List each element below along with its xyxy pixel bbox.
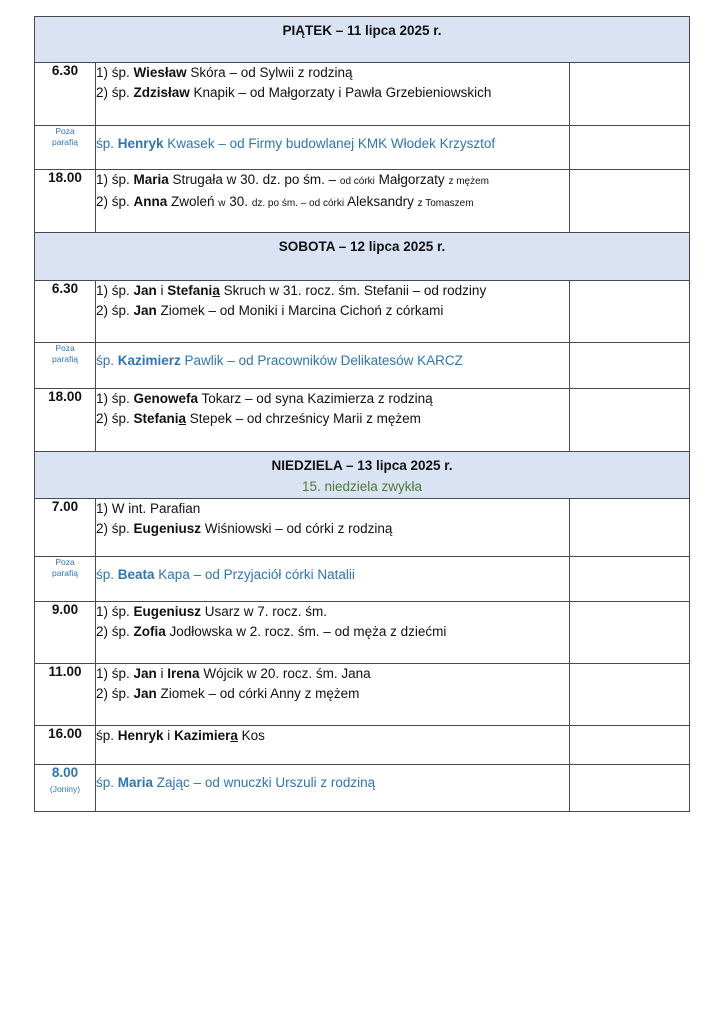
mass-intentions-table	[34, 16, 690, 812]
mass-intention	[96, 664, 570, 726]
day-header-row	[35, 17, 690, 63]
notes-cell	[570, 63, 690, 126]
intention-text: Wójcik w 20. rocz. śm. Jana	[199, 666, 371, 681]
deceased-name: Beata	[117, 567, 155, 582]
intention-text: Skóra – od Sylwii z rodziną	[186, 65, 353, 80]
intention-line	[96, 301, 569, 321]
deceased-name: Genowefa	[133, 391, 199, 406]
notes-cell	[570, 343, 690, 389]
mass-row	[35, 664, 690, 726]
mass-time: 6.30	[35, 281, 96, 343]
mass-intention	[96, 765, 570, 812]
outside-parish-label: Poza parafią	[35, 126, 96, 170]
intention-text: 1) śp.	[96, 172, 134, 187]
intention-text: 2) śp.	[96, 411, 134, 426]
intention-text: śp.	[96, 775, 118, 790]
intention-text: Strugała w 30. dz. po śm. –	[168, 172, 340, 187]
mass-time: 18.00	[35, 170, 96, 233]
mass-intention	[96, 726, 570, 765]
notes-cell	[570, 602, 690, 664]
intention-small-text: od córki	[339, 176, 375, 187]
intention-text: 2) śp.	[96, 303, 134, 318]
intention-line	[96, 351, 569, 371]
intention-line	[96, 726, 569, 746]
intention-line	[96, 773, 569, 793]
intention-text: 1) śp.	[96, 666, 134, 681]
intention-text: Pawlik – od Pracowników Delikatesów KARCZ	[180, 353, 463, 368]
deceased-name: Eugeniusz	[133, 604, 202, 619]
day-header-row	[35, 233, 690, 281]
intention-line	[96, 170, 569, 192]
intention-text: Wiśniowski – od córki z rodziną	[201, 521, 393, 536]
day-header	[35, 452, 690, 499]
deceased-name: Jan	[133, 686, 157, 701]
deceased-name: Zofia	[133, 624, 166, 639]
deceased-name: Zdzisław	[133, 85, 190, 100]
mass-intention	[96, 389, 570, 452]
intention-line	[96, 664, 569, 684]
intention-text: 30.	[225, 194, 252, 209]
mass-intention	[96, 170, 570, 233]
intention-text: 1) śp.	[96, 65, 134, 80]
intention-text: Ziomek – od córki Anny z mężem	[156, 686, 360, 701]
intention-text: śp.	[96, 567, 118, 582]
intention-small-text: w	[218, 198, 226, 209]
mass-row	[35, 63, 690, 126]
mass-intention	[96, 499, 570, 557]
intention-line	[96, 389, 569, 409]
deceased-name: Maria	[117, 775, 154, 790]
notes-cell	[570, 281, 690, 343]
mass-intention	[96, 602, 570, 664]
deceased-name: Irena	[167, 666, 200, 681]
mass-time: 18.00	[35, 389, 96, 452]
deceased-name-ending: a	[212, 283, 220, 298]
mass-location: (Joniny)	[49, 784, 81, 794]
intention-text: Kos	[237, 728, 265, 743]
intention-line	[96, 63, 569, 83]
intention-text: 2) śp.	[96, 85, 134, 100]
deceased-name: Eugeniusz	[133, 521, 202, 536]
notes-cell	[570, 170, 690, 233]
day-title: NIEDZIELA – 13 lipca 2025 r.	[271, 458, 453, 473]
deceased-name: Kazimier	[174, 728, 231, 743]
intention-text: 1) śp.	[96, 283, 134, 298]
deceased-name: Wiesław	[133, 65, 187, 80]
day-header	[35, 233, 690, 281]
mass-time: 6.30	[35, 63, 96, 126]
deceased-name: Stefani	[167, 283, 213, 298]
day-header	[35, 17, 690, 63]
intention-text: 1) śp.	[96, 391, 134, 406]
mass-row-outside-parish	[35, 557, 690, 602]
mass-time: 11.00	[35, 664, 96, 726]
intention-text: 2) śp.	[96, 194, 134, 209]
notes-cell	[570, 664, 690, 726]
mass-intention	[96, 63, 570, 126]
deceased-name: Stefani	[133, 411, 179, 426]
day-title: SOBOTA – 12 lipca 2025 r.	[278, 239, 446, 254]
intention-line	[96, 684, 569, 704]
outside-parish-label: Poza parafią	[35, 343, 96, 389]
intention-line	[96, 192, 569, 214]
intention-text: 1) śp.	[96, 604, 134, 619]
intention-text: i	[163, 728, 175, 743]
intention-small-text: z mężem	[448, 176, 489, 187]
notes-cell	[570, 389, 690, 452]
intention-line	[96, 602, 569, 622]
intention-text: 2) śp.	[96, 521, 134, 536]
intention-line	[96, 565, 569, 585]
intention-text: Kwasek – od Firmy budowlanej KMK Włodek Krzysztof	[163, 136, 496, 151]
deceased-name: Maria	[133, 172, 169, 187]
intention-line	[96, 83, 569, 103]
intention-text: Kapa – od Przyjaciół córki Natalii	[154, 567, 355, 582]
deceased-name: Henryk	[117, 728, 164, 743]
intention-text: Knapik – od Małgorzaty i Pawła Grzebieniowskich	[189, 85, 492, 100]
notes-cell	[570, 499, 690, 557]
mass-intention	[96, 126, 570, 170]
mass-row	[35, 389, 690, 452]
mass-row	[35, 602, 690, 664]
intention-text: 2) śp.	[96, 624, 134, 639]
intention-text: Ziomek – od Moniki i Marcina Cichoń z córkami	[156, 303, 444, 318]
deceased-name: Kazimierz	[117, 353, 181, 368]
mass-row	[35, 281, 690, 343]
day-title: PIĄTEK – 11 lipca 2025 r.	[282, 23, 442, 38]
intention-text: i	[156, 283, 168, 298]
mass-row-outside-parish	[35, 126, 690, 170]
intention-text: śp.	[96, 728, 118, 743]
day-subtitle: 15. niedziela zwykła	[301, 479, 423, 494]
intention-text: Zając – od wnuczki Urszuli z rodziną	[153, 775, 376, 790]
mass-intention	[96, 557, 570, 602]
intention-text: śp.	[96, 136, 118, 151]
intention-text: Aleksandry	[344, 194, 418, 209]
mass-row	[35, 170, 690, 233]
day-header-row	[35, 452, 690, 499]
mass-time: 7.00	[35, 499, 96, 557]
deceased-name: Anna	[133, 194, 168, 209]
intention-text: Tokarz – od syna Kazimierza z rodziną	[198, 391, 433, 406]
deceased-name: Jan	[133, 303, 157, 318]
mass-time: 8.00 (Joniny)	[35, 765, 96, 812]
intention-text: 1) W int. Parafian	[96, 501, 201, 516]
intention-text: Usarz w 7. rocz. śm.	[201, 604, 328, 619]
intention-line	[96, 622, 569, 642]
intention-small-text: z Tomaszem	[417, 198, 474, 209]
intention-line	[96, 499, 569, 519]
mass-time: 16.00	[35, 726, 96, 765]
mass-row-joniny	[35, 765, 690, 812]
deceased-name: Jan	[133, 283, 157, 298]
intention-line	[96, 134, 569, 154]
intention-text: Stepek – od chrześnicy Marii z mężem	[186, 411, 421, 426]
intention-text: śp.	[96, 353, 118, 368]
notes-cell	[570, 557, 690, 602]
mass-time: 9.00	[35, 602, 96, 664]
intention-line	[96, 519, 569, 539]
notes-cell	[570, 126, 690, 170]
intention-small-text: dz. po śm. – od córki	[251, 198, 345, 209]
intention-text: 2) śp.	[96, 686, 134, 701]
intention-text: Jodłowska w 2. rocz. śm. – od męża z dziećmi	[165, 624, 447, 639]
notes-cell	[570, 765, 690, 812]
mass-row	[35, 726, 690, 765]
intention-line	[96, 409, 569, 429]
mass-row	[35, 499, 690, 557]
intention-line	[96, 281, 569, 301]
mass-intention	[96, 343, 570, 389]
outside-parish-label: Poza parafią	[35, 557, 96, 602]
mass-intention	[96, 281, 570, 343]
intention-text: Zwoleń	[167, 194, 219, 209]
intention-text: Małgorzaty	[374, 172, 449, 187]
intention-text: i	[156, 666, 168, 681]
deceased-name-ending: a	[230, 728, 238, 743]
notes-cell	[570, 726, 690, 765]
deceased-name-ending: a	[178, 411, 187, 426]
deceased-name: Henryk	[117, 136, 164, 151]
mass-row-outside-parish	[35, 343, 690, 389]
intention-text: Skruch w 31. rocz. śm. Stefanii – od rodziny	[219, 283, 487, 298]
deceased-name: Jan	[133, 666, 157, 681]
